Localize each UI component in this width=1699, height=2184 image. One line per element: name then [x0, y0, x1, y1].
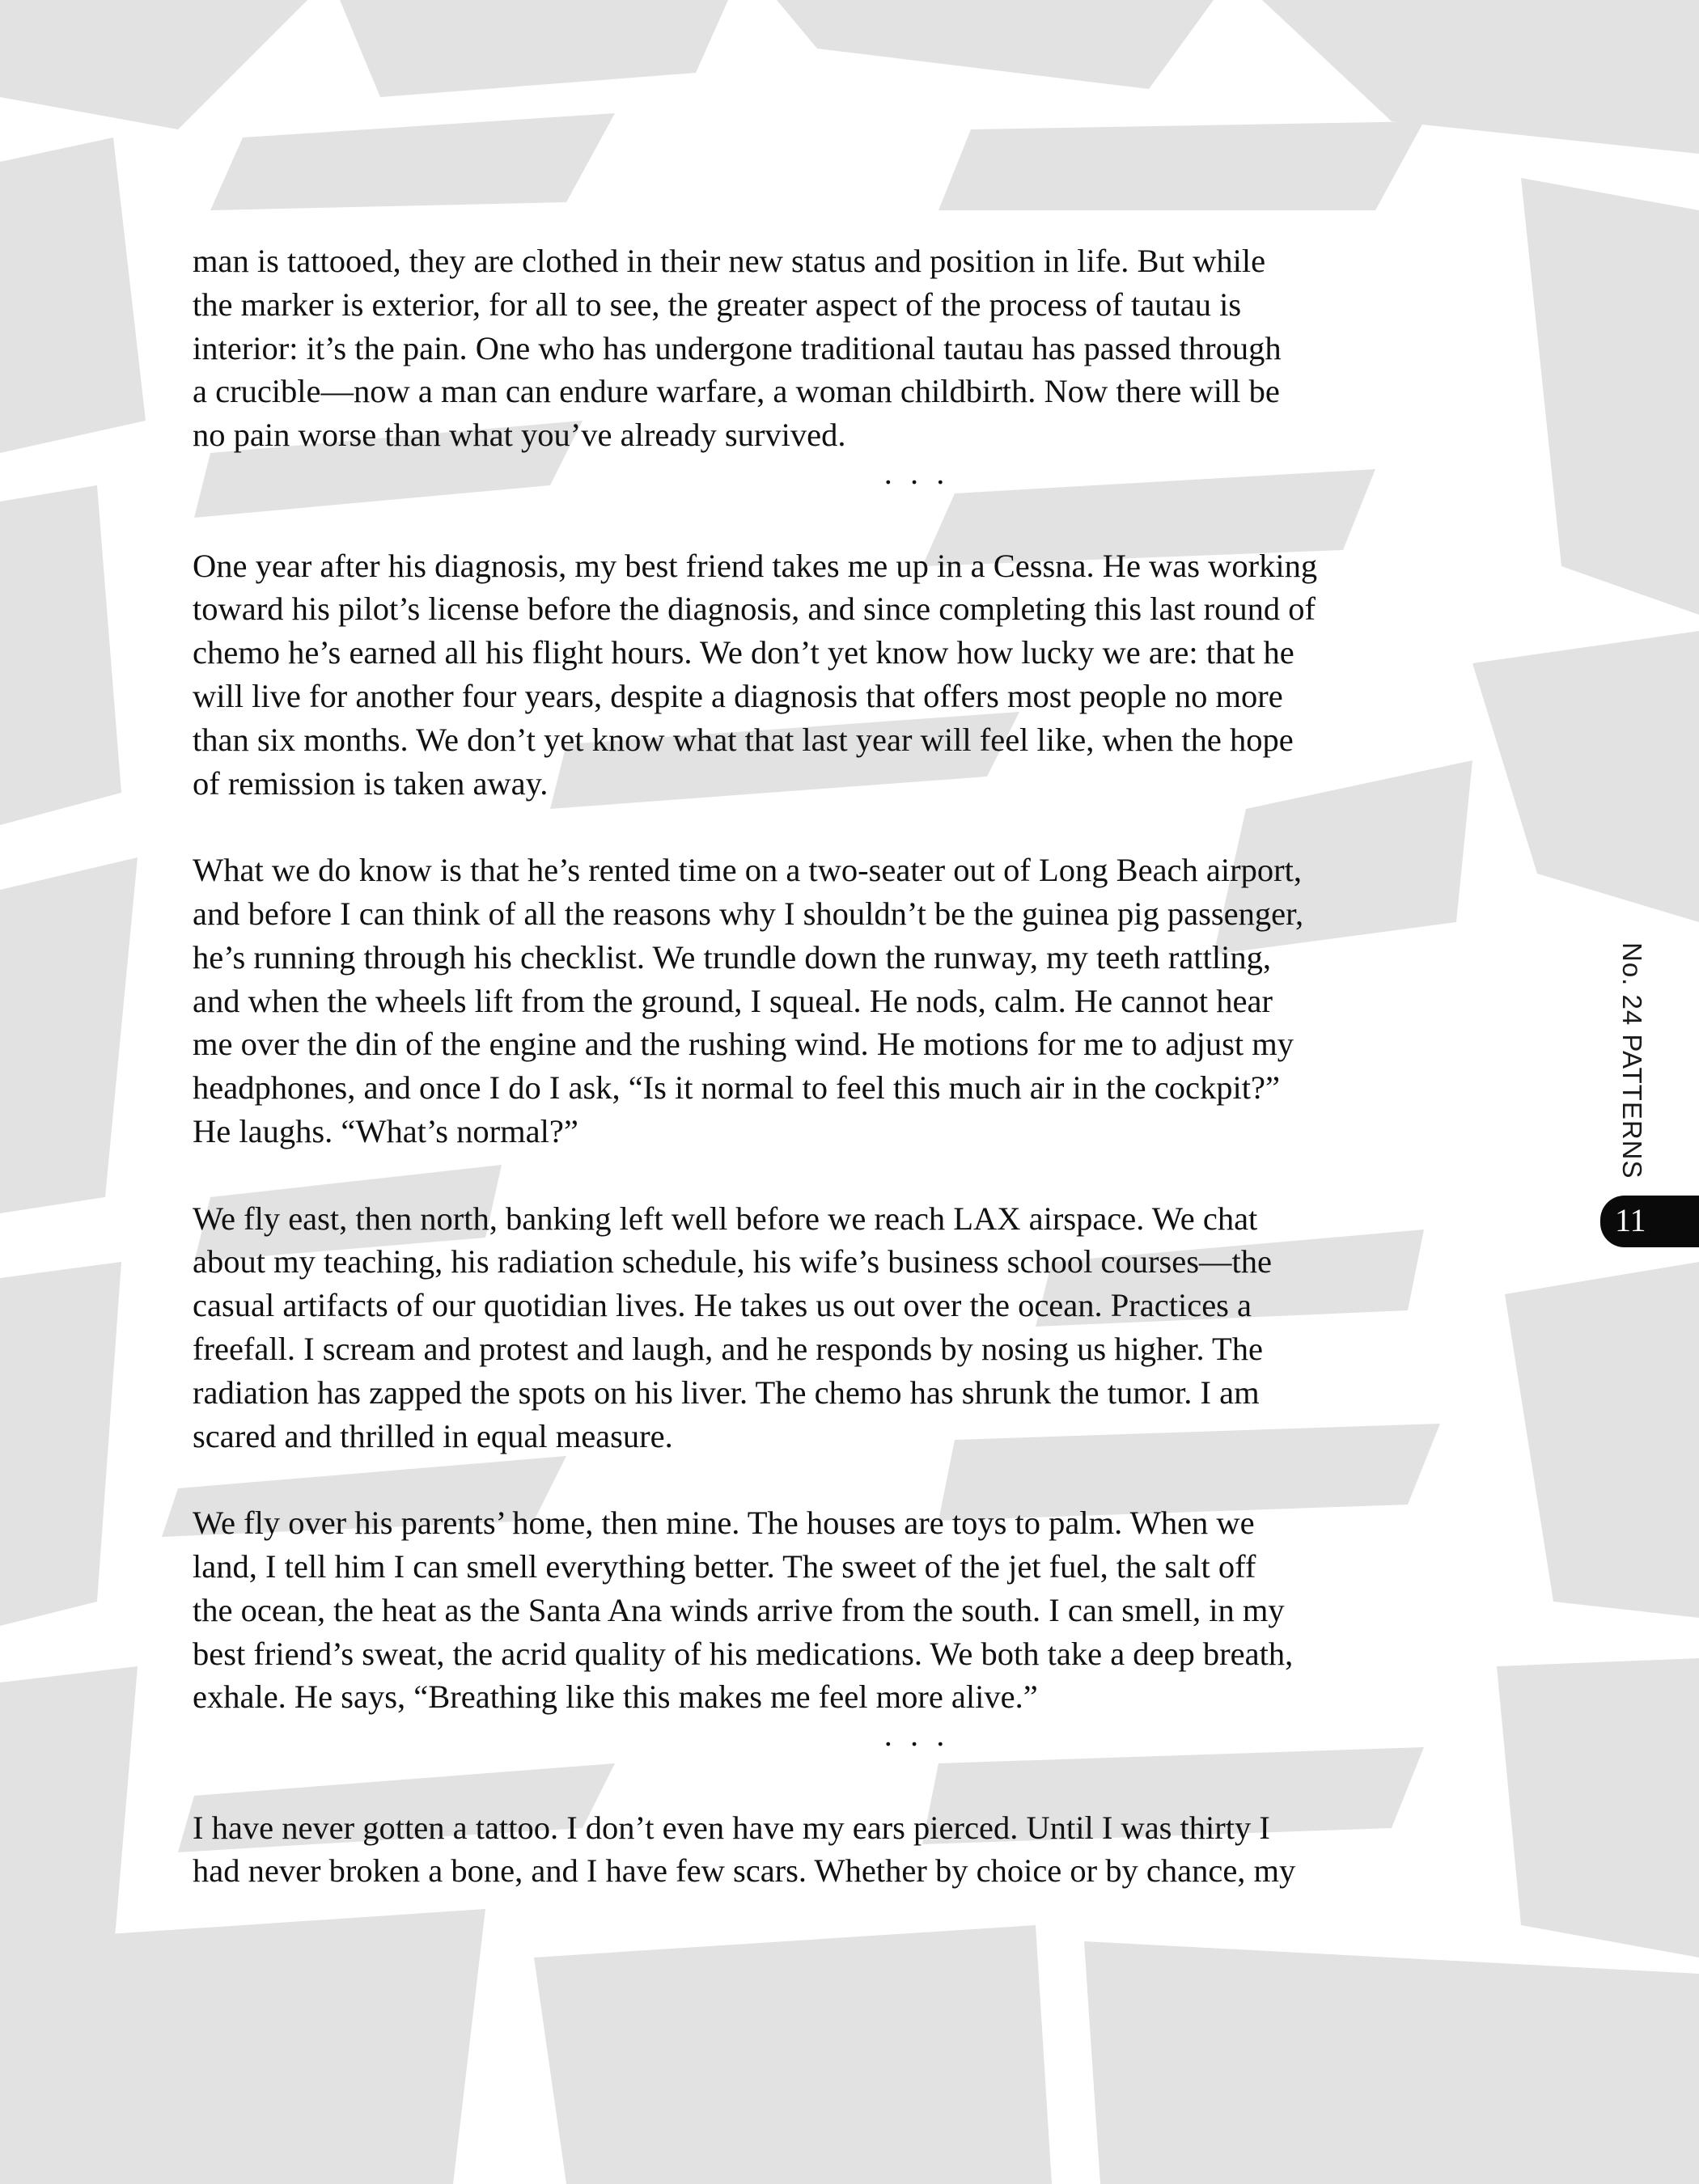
body-line: toward his pilot’s license before the diagnosis, and since completing this last round of: [193, 590, 1316, 628]
body-line: no pain worse than what you’ve already survived.: [193, 417, 846, 454]
body-line: had never broken a bone, and I have few scars. Whether by choice or by chance, my: [193, 1852, 1296, 1890]
body-line: radiation has zapped the spots on his liver. The chemo has shrunk the tumor. I am: [193, 1373, 1260, 1411]
paragraph-gap: [193, 1153, 1455, 1197]
journal-issue-label: No. 24 PATTERNS: [1617, 942, 1647, 1179]
body-line: the ocean, the heat as the Santa Ana winds arrive from the south. I can smell, in my: [193, 1591, 1285, 1628]
section-separator: . . .: [883, 454, 950, 491]
body-line: interior: it’s the pain. One who has undergone traditional tautau has passed through: [193, 329, 1282, 366]
body-line: He laughs. “What’s normal?”: [193, 1112, 578, 1149]
body-line: will live for another four years, despite a diagnosis that offers most people no more: [193, 677, 1283, 714]
page-number: 11: [1615, 1202, 1646, 1238]
body-line: exhale. He says, “Breathing like this makes me feel more alive.”: [193, 1678, 1038, 1716]
body-line: What we do know is that he’s rented time on a two-seater out of Long Beach airport,: [193, 852, 1302, 889]
article-body: [193, 239, 1455, 1893]
body-line: chemo he’s earned all his flight hours. We don’t yet know how lucky we are: that he: [193, 634, 1294, 671]
body-line: about my teaching, his radiation schedule, his wife’s business school courses—the: [193, 1243, 1272, 1280]
body-line: headphones, and once I do I ask, “Is it normal to feel this much air in the cockpit?”: [193, 1069, 1280, 1107]
body-line: than six months. We don’t yet know what that last year will feel like, when the hope: [193, 721, 1294, 758]
paragraph-gap: [193, 1458, 1455, 1501]
body-line: One year after his diagnosis, my best friend takes me up in a Cessna. He was working: [193, 547, 1318, 584]
paragraph-gap: [193, 501, 1455, 544]
body-line: land, I tell him I can smell everything better. The sweet of the jet fuel, the salt off: [193, 1547, 1256, 1585]
paragraph-gap: [193, 1763, 1455, 1806]
body-line: me over the din of the engine and the rushing wind. He motions for me to adjust my: [193, 1026, 1294, 1063]
body-line: We fly east, then north, banking left well before we reach LAX airspace. We chat: [193, 1200, 1258, 1237]
body-line: freefall. I scream and protest and laugh, and he responds by nosing us higher. The: [193, 1330, 1264, 1367]
body-line: man is tattooed, they are clothed in their new status and position in life. But while: [193, 243, 1266, 279]
body-line: casual artifacts of our quotidian lives. He takes us out over the ocean. Practices a: [193, 1287, 1252, 1324]
section-separator: . . .: [883, 1716, 950, 1754]
body-line: he’s running through his checklist. We trundle down the runway, my teeth rattling,: [193, 938, 1271, 976]
body-line: and when the wheels lift from the ground, I squeal. He nods, calm. He cannot hear: [193, 982, 1273, 1019]
body-line: the marker is exterior, for all to see, the greater aspect of the process of tautau is: [193, 286, 1242, 323]
body-line: scared and thrilled in equal measure.: [193, 1417, 673, 1454]
paragraph-gap: [193, 805, 1455, 849]
body-line: and before I can think of all the reasons why I shouldn’t be the guinea pig passenger,: [193, 895, 1304, 932]
body-line: a crucible—now a man can endure warfare, a woman childbirth. Now there will be: [193, 373, 1280, 410]
body-line: best friend’s sweat, the acrid quality of his medications. We both take a deep breath,: [193, 1635, 1294, 1672]
page-number-tab: [1600, 1196, 1699, 1247]
body-line: I have never gotten a tattoo. I don’t even have my ears pierced. Until I was thirty I: [193, 1809, 1270, 1846]
body-line: of remission is taken away.: [193, 764, 549, 802]
body-line: We fly over his parents’ home, then mine. The houses are toys to palm. When we: [193, 1505, 1255, 1542]
